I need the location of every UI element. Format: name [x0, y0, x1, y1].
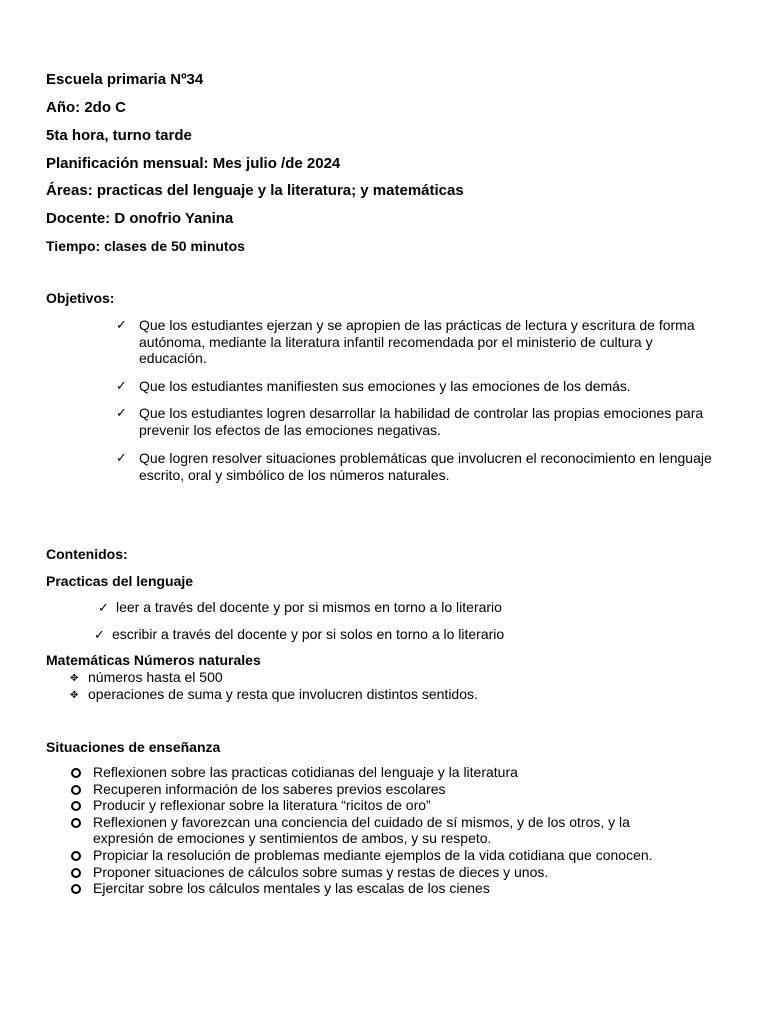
teaching-item — [70, 847, 710, 864]
school-year: Año: 2do C — [46, 99, 126, 116]
objective-item — [116, 317, 716, 367]
circle-bullet-icon — [71, 785, 81, 795]
language-content-text: escribir a través del docente y por si solos en torno a lo literario — [112, 626, 505, 642]
teaching-item — [70, 864, 710, 881]
circle-bullet-icon — [71, 768, 81, 778]
teaching-item-text: Producir y reflexionar sobre la literatura “ricitos de oro” — [93, 797, 431, 814]
objective-text: Que los estudiantes manifiesten sus emociones y las emociones de los demás. — [139, 378, 631, 394]
language-practices-heading: Practicas del lenguaje — [46, 573, 194, 589]
teaching-item-text: Recuperen información de los saberes previos escolares — [93, 780, 446, 797]
math-heading: Matemáticas Números naturales — [46, 652, 261, 668]
planning-period: Planificación mensual: Mes julio /de 2024 — [46, 155, 341, 172]
school-name: Escuela primaria Nº34 — [46, 71, 204, 88]
teaching-item-text: Ejercitar sobre los cálculos mentales y las escalas de los cienes — [93, 880, 490, 897]
circle-bullet-icon — [71, 801, 81, 811]
teaching-item-text: Reflexionen sobre las practicas cotidianas del lenguaje y la literatura — [93, 764, 518, 780]
objective-item — [116, 378, 716, 395]
circle-bullet-icon — [71, 851, 81, 861]
language-content-item — [98, 599, 502, 616]
cross-bullet-icon: ✥ — [70, 673, 79, 684]
math-content-text: números hasta el 500 — [88, 669, 223, 685]
teaching-item-text: Propiciar la resolución de problemas mediante ejemplos de la vida cotidiana que conocen. — [93, 846, 653, 863]
language-content-item — [94, 626, 504, 643]
teaching-item-text: Reflexionen y favorezcan una conciencia del cuidado de sí mismos, y de los otros, y la expresión de emociones y sentimientos de ambos, y su respeto. — [93, 813, 630, 847]
checkmark-icon: ✓ — [116, 450, 127, 465]
math-content-text: operaciones de suma y resta que involucren distintos sentidos. — [88, 686, 478, 702]
checkmark-icon: ✓ — [116, 405, 127, 420]
objective-text: Que los estudiantes logren desarrollar la habilidad de controlar las propias emociones para prevenir los efectos de las emociones negativas. — [139, 405, 704, 438]
checkmark-icon: ✓ — [116, 378, 127, 393]
math-content-item — [70, 686, 478, 705]
checkmark-icon: ✓ — [98, 600, 109, 615]
language-content-text: leer a través del docente y por si mismos en torno a lo literario — [116, 599, 502, 615]
class-duration: Tiempo: clases de 50 minutos — [46, 238, 245, 254]
teaching-item — [70, 814, 710, 847]
teaching-item-text: Proponer situaciones de cálculos sobre sumas y restas de dieces y unos. — [93, 863, 549, 880]
circle-bullet-icon — [71, 884, 81, 894]
checkmark-icon: ✓ — [94, 627, 105, 642]
circle-bullet-icon — [71, 818, 81, 828]
objective-text: Que los estudiantes ejerzan y se apropien de las prácticas de lectura y escritura de forma autónoma, mediante la literatura infantil recomendada por el ministerio de cultura y educación. — [139, 317, 695, 366]
objective-text: Que logren resolver situaciones problemáticas que involucren el reconocimiento en lenguaje escrito, oral y simbólico de los números naturales. — [139, 450, 712, 483]
objective-item — [116, 450, 716, 483]
circle-bullet-icon — [71, 868, 81, 878]
teacher-name: Docente: D onofrio Yanina — [46, 210, 234, 227]
teaching-situations-heading: Situaciones de enseñanza — [46, 739, 221, 755]
math-content-item — [70, 669, 223, 688]
class-schedule: 5ta hora, turno tarde — [46, 127, 192, 144]
teaching-item — [70, 797, 710, 814]
cross-bullet-icon: ✥ — [70, 690, 79, 701]
subject-areas: Áreas: practicas del lenguaje y la literatura; y matemáticas — [46, 182, 464, 199]
teaching-item — [70, 880, 710, 897]
objectives-heading: Objetivos: — [46, 290, 115, 306]
teaching-item — [70, 764, 710, 781]
contents-heading: Contenidos: — [46, 546, 128, 562]
teaching-item — [70, 781, 710, 798]
teaching-situations-list — [70, 764, 710, 897]
objective-item — [116, 405, 716, 438]
checkmark-icon: ✓ — [116, 317, 127, 332]
